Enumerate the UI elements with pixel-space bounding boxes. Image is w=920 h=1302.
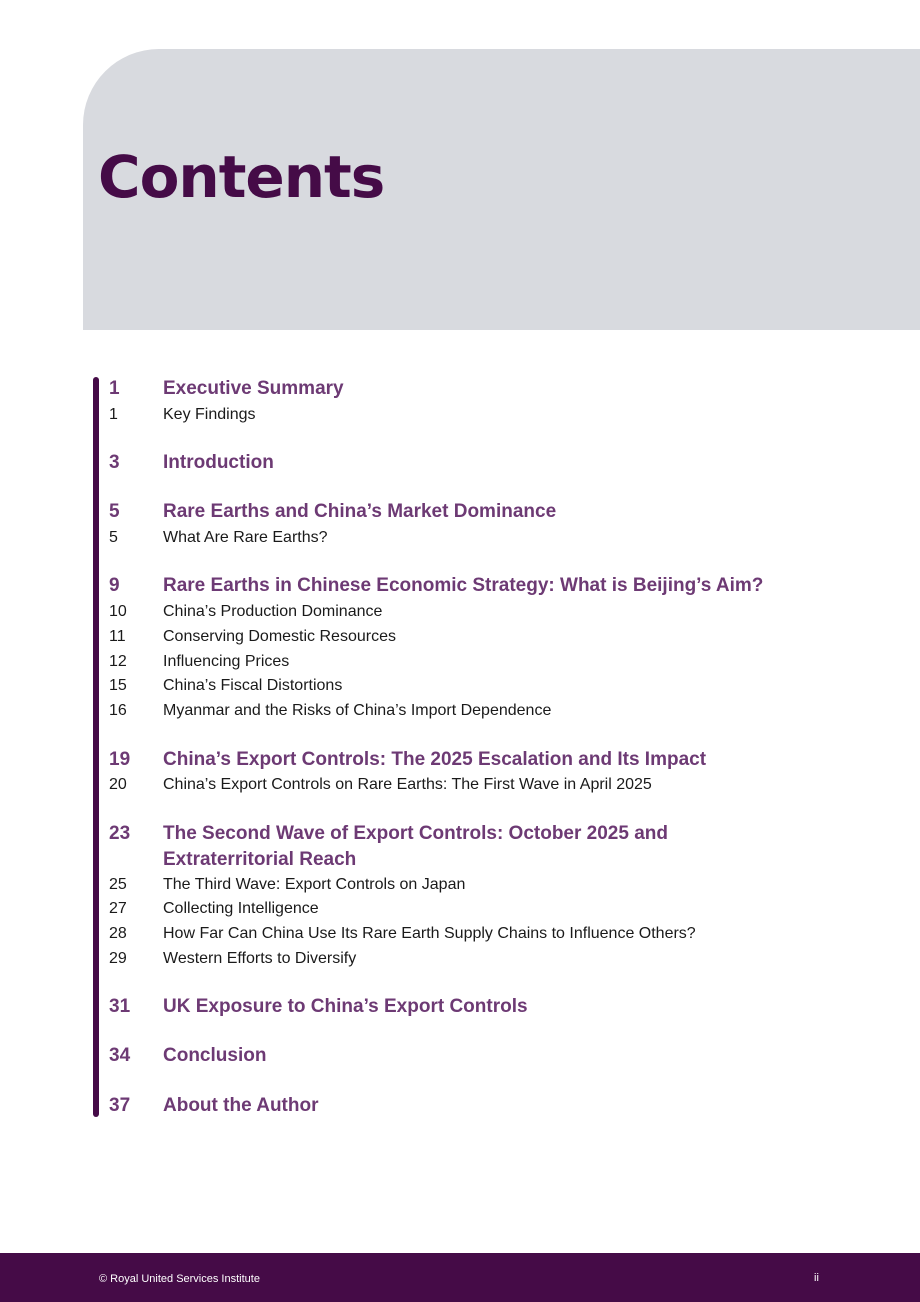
toc-page-number: 1 bbox=[109, 378, 120, 399]
toc-entry-title: Executive Summary bbox=[163, 378, 344, 399]
toc-page-number: 28 bbox=[109, 925, 127, 942]
toc-entry-title: The Third Wave: Export Controls on Japan bbox=[163, 876, 466, 893]
toc-page-number: 34 bbox=[109, 1045, 131, 1066]
toc-page-number: 37 bbox=[109, 1095, 131, 1116]
page-title: Contents bbox=[98, 143, 385, 211]
toc-page-number: 15 bbox=[109, 677, 127, 694]
toc-page-number: 29 bbox=[109, 950, 127, 967]
toc-entry-title: Myanmar and the Risks of China’s Import Dependence bbox=[163, 702, 552, 719]
toc-entry-title: UK Exposure to China’s Export Controls bbox=[163, 996, 528, 1017]
toc-entry-title: Conclusion bbox=[163, 1045, 267, 1066]
toc-entry-title: What Are Rare Earths? bbox=[163, 529, 328, 546]
toc-accent-bar bbox=[93, 377, 99, 1117]
toc-entry-title: Key Findings bbox=[163, 406, 256, 423]
toc-page-number: 12 bbox=[109, 653, 127, 670]
toc-page-number: 3 bbox=[109, 452, 120, 473]
toc-page-number: 25 bbox=[109, 876, 127, 893]
toc-entry-title: China’s Fiscal Distortions bbox=[163, 677, 343, 694]
footer-bar bbox=[0, 1253, 920, 1302]
toc-page-number: 10 bbox=[109, 603, 127, 620]
toc-entry-title: Western Efforts to Diversify bbox=[163, 950, 357, 967]
footer-copyright: © Royal United Services Institute bbox=[99, 1273, 260, 1285]
footer-page-number: ii bbox=[814, 1272, 819, 1284]
toc-page-number: 5 bbox=[109, 501, 120, 522]
toc-entry-title: How Far Can China Use Its Rare Earth Supply Chains to Influence Others? bbox=[163, 925, 696, 942]
toc-page-number: 20 bbox=[109, 776, 127, 793]
toc-entry-title: China’s Production Dominance bbox=[163, 603, 383, 620]
toc-entry-title: Conserving Domestic Resources bbox=[163, 628, 396, 645]
toc-entry-title: Extraterritorial Reach bbox=[163, 849, 357, 870]
toc-page-number: 19 bbox=[109, 749, 131, 770]
toc-entry-title: Introduction bbox=[163, 452, 274, 473]
toc-page-number: 11 bbox=[109, 628, 126, 645]
toc-page-number: 16 bbox=[109, 702, 127, 719]
toc-page-number: 23 bbox=[109, 823, 131, 844]
toc-page-number: 5 bbox=[109, 529, 118, 546]
toc-entry-title: China’s Export Controls: The 2025 Escalation and Its Impact bbox=[163, 749, 707, 770]
toc-entry-title: Rare Earths in Chinese Economic Strategy: What is Beijing’s Aim? bbox=[163, 575, 764, 596]
toc-page-number: 31 bbox=[109, 996, 131, 1017]
toc-entry-title: China’s Export Controls on Rare Earths: The First Wave in April 2025 bbox=[163, 776, 652, 793]
toc-page-number: 27 bbox=[109, 900, 127, 917]
toc-page-number: 1 bbox=[109, 406, 118, 423]
toc-page-number: 9 bbox=[109, 575, 120, 596]
toc-entry-title: The Second Wave of Export Controls: October 2025 and bbox=[163, 823, 668, 844]
toc-entry-title: Rare Earths and China’s Market Dominance bbox=[163, 501, 557, 522]
toc-entry-title: About the Author bbox=[163, 1095, 319, 1116]
toc-entry-title: Collecting Intelligence bbox=[163, 900, 319, 917]
toc-entry-title: Influencing Prices bbox=[163, 653, 290, 670]
